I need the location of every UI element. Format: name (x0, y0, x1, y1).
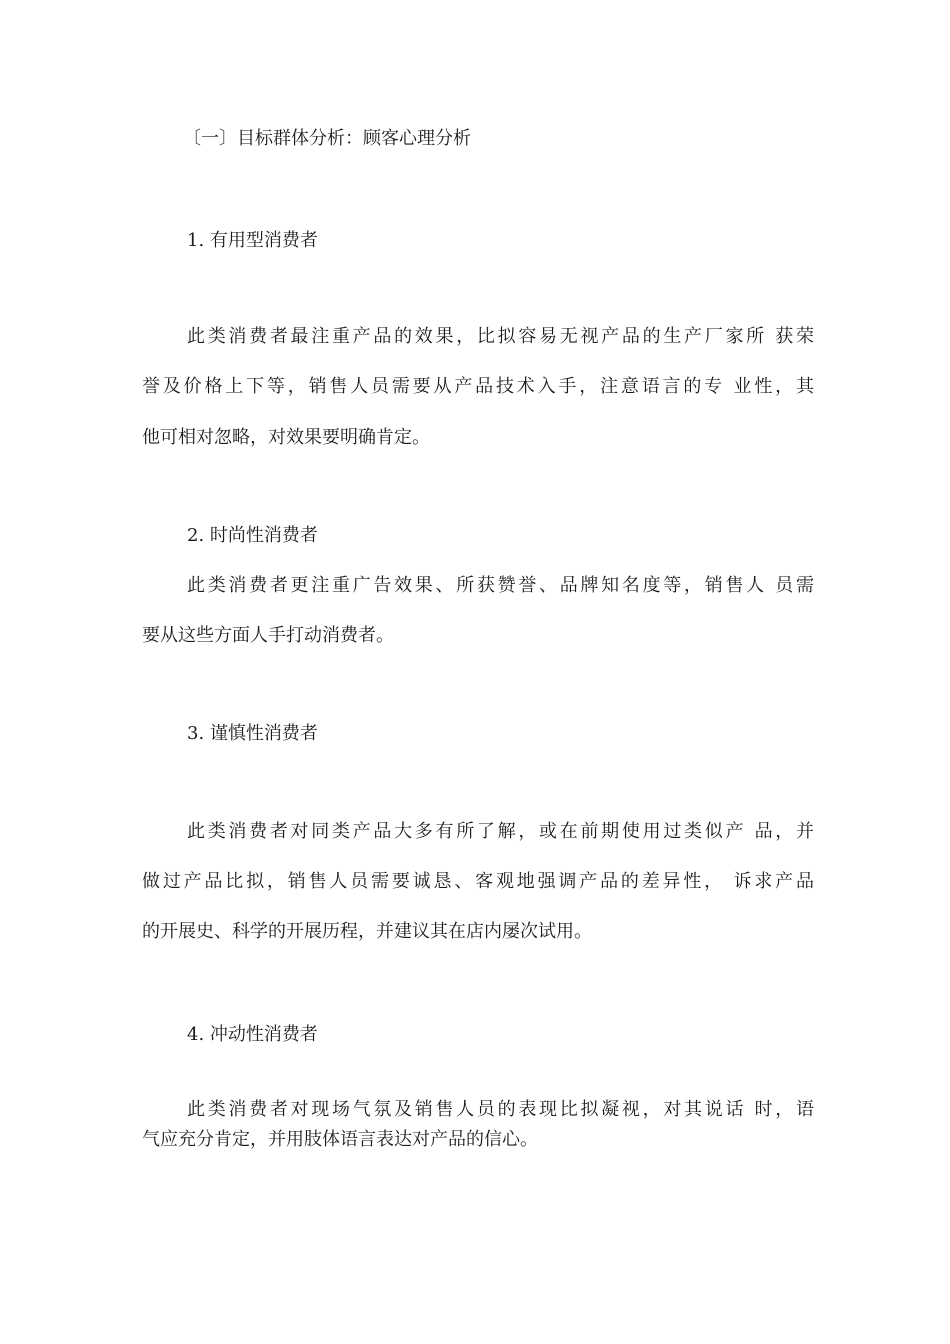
paragraph-1-line-1: 此类消费者最注重产品的效果，比拟容易无视产品的生产厂家所 获荣 (187, 326, 814, 347)
subsection-heading-2: 2. 时尚性消费者 (187, 525, 318, 546)
paragraph-2-line-1: 此类消费者更注重广告效果、所获赞誉、品牌知名度等，销售人 员需 (187, 575, 814, 596)
subsection-heading-3: 3. 谨慎性消费者 (187, 723, 318, 744)
paragraph-1-line-2: 誉及价格上下等，销售人员需要从产品技术入手，注意语言的专 业性，其 (142, 376, 814, 397)
paragraph-3-line-1: 此类消费者对同类产品大多有所了解，或在前期使用过类似产 品，并 (187, 821, 814, 842)
paragraph-4-line-2: 气应充分肯定，并用肢体语言表达对产品的信心。 (142, 1129, 538, 1150)
paragraph-4-line-1: 此类消费者对现场气氛及销售人员的表现比拟凝视，对其说话 时，语 (187, 1099, 814, 1120)
subsection-heading-4: 4. 冲动性消费者 (187, 1024, 318, 1045)
paragraph-1-line-3: 他可相对忽略，对效果要明确肯定。 (142, 427, 430, 448)
paragraph-2-line-2: 要从这些方面人手打动消费者。 (142, 625, 394, 646)
paragraph-3-line-3: 的开展史、科学的开展历程，并建议其在店内屡次试用。 (142, 921, 592, 942)
paragraph-3-line-2: 做过产品比拟，销售人员需要诚恳、客观地强调产品的差异性， 诉求产品 (142, 871, 814, 892)
subsection-heading-1: 1. 有用型消费者 (187, 230, 318, 251)
section-heading: 〔一〕目标群体分析：顾客心理分析 (183, 128, 471, 149)
